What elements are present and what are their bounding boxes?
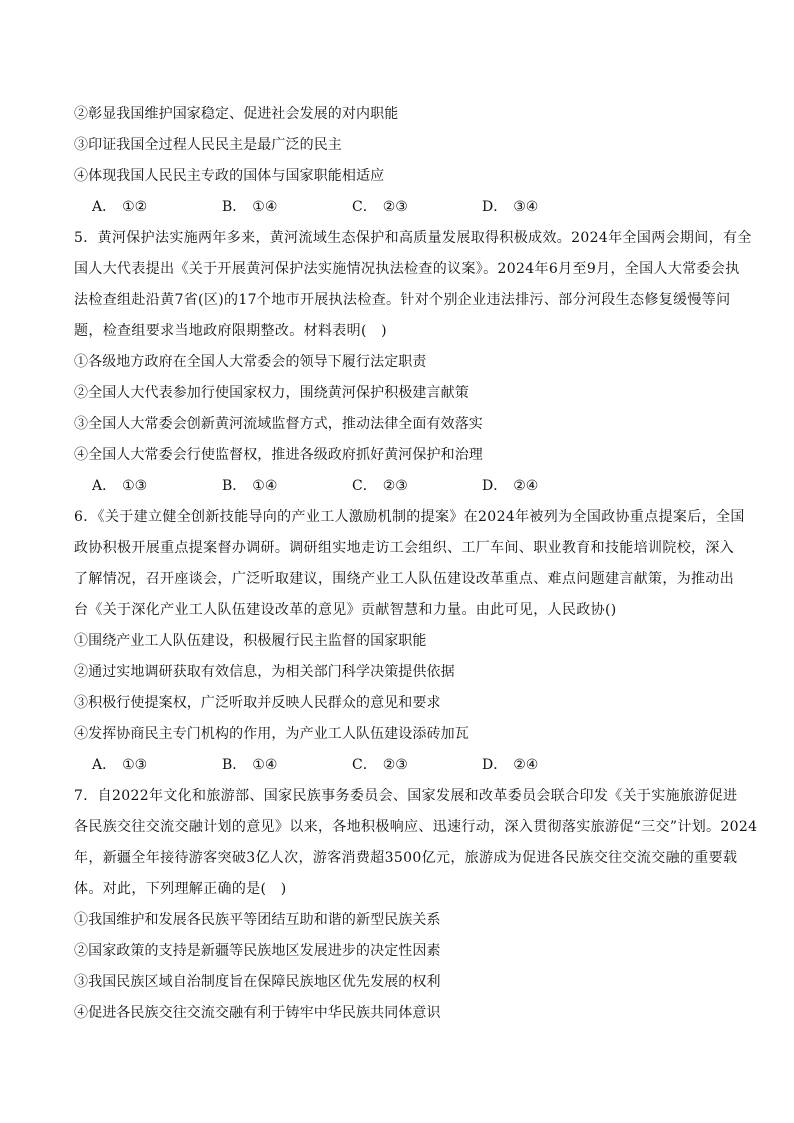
choice-d <box>482 192 612 223</box>
option-line: ③印证我国全过程人民民主是最广泛的民主 <box>74 137 342 153</box>
choice-letter: C． <box>352 478 377 494</box>
page-content <box>74 99 758 1029</box>
choice-a <box>92 471 222 502</box>
question-stem <box>74 781 758 905</box>
choice-d <box>482 471 612 502</box>
choice-value: ②③ <box>382 757 408 773</box>
option-line: ①各级地方政府在全国人大常委会的领导下履行法定职责 <box>74 354 427 370</box>
choice-value: ②③ <box>382 478 408 494</box>
stem-line: 体。对此，下列理解正确的是( ) <box>74 881 287 897</box>
choice-a <box>92 192 222 223</box>
choice-value: ①③ <box>122 757 148 773</box>
option-line: ④促进各民族交往交流交融有利于铸牢中华民族共同体意识 <box>74 1005 441 1021</box>
choice-c <box>352 192 482 223</box>
choice-letter: C． <box>352 199 377 215</box>
choice-d <box>482 750 612 781</box>
option-line: ②全国人大代表参加行使国家权力，围绕黄河保护积极建言献策 <box>74 385 469 401</box>
choice-value: ①④ <box>252 478 278 494</box>
choice-a <box>92 750 222 781</box>
question-stem <box>74 223 752 347</box>
stem-line: 政协积极开展重点提案督办调研。调研组实地走访工会组织、工厂车间、职业教育和技能培训院校，深入 <box>74 540 735 556</box>
choice-value: ①② <box>122 199 148 215</box>
stem-line: 5．黄河保护法实施两年多来，黄河流域生态保护和高质量发展取得积极成效。2024年全国两会期间，有全 <box>74 230 752 246</box>
option-line: ②通过实地调研获取有效信息，为相关部门科学决策提供依据 <box>74 664 455 680</box>
choice-letter: A． <box>92 757 117 773</box>
option-line: ②国家政策的支持是新疆等民族地区发展进步的决定性因素 <box>74 943 441 959</box>
choice-b <box>222 471 352 502</box>
stem-line: 台《关于深化产业工人队伍建设改革的意见》贡献智慧和力量。由此可见，人民政协() <box>74 602 617 618</box>
choice-c <box>352 471 482 502</box>
stem-line: 6．《关于建立健全创新技能导向的产业工人激励机制的提案》在2024年被列为全国政协重点提案后，全国 <box>74 509 745 525</box>
option-line: ④发挥协商民主专门机构的作用，为产业工人队伍建设添砖加瓦 <box>74 726 469 742</box>
choice-value: ①④ <box>252 199 278 215</box>
option-line: ④全国人大常委会行使监督权，推进各级政府抓好黄河保护和治理 <box>74 447 483 463</box>
choice-value: ①③ <box>122 478 148 494</box>
choice-letter: B． <box>222 478 247 494</box>
option-line: ④体现我国人民民主专政的国体与国家职能相适应 <box>74 168 385 184</box>
choice-letter: B． <box>222 199 247 215</box>
question-5 <box>74 223 752 502</box>
choice-letter: C． <box>352 757 377 773</box>
question-4-tail <box>74 99 722 223</box>
answer-choices <box>74 471 722 502</box>
option-line: ②彰显我国维护国家稳定、促进社会发展的对内职能 <box>74 106 399 122</box>
choice-letter: A． <box>92 199 117 215</box>
choice-value: ②④ <box>513 478 539 494</box>
choice-letter: D． <box>482 478 508 494</box>
choice-letter: D． <box>482 199 508 215</box>
stem-line: 法检查组赴沿黄7省(区)的17个地市开展执法检查。针对个别企业违法排污、部分河段生态修复缓慢等问 <box>74 292 731 308</box>
choice-letter: D． <box>482 757 508 773</box>
stem-line: 年，新疆全年接待游客突破3亿人次，游客消费超3500亿元，旅游成为促进各民族交往交流交融的重要载 <box>74 850 738 866</box>
stem-line: 各民族交往交流交融计划的意见》以来，各地积极响应、迅速行动，深入贯彻落实旅游促“三交”计划。2024 <box>74 819 758 835</box>
choice-letter: B． <box>222 757 247 773</box>
option-line: ③我国民族区域自治制度旨在保障民族地区优先发展的权利 <box>74 974 441 990</box>
stem-line: 国人大代表提出《关于开展黄河保护法实施情况执法检查的议案》。2024年6月至9月，全国人大常委会执 <box>74 261 740 277</box>
stem-line: 7．自2022年文化和旅游部、国家民族事务委员会、国家发展和改革委员会联合印发《关于实施旅游促进 <box>74 788 738 804</box>
stem-line: 题，检查组要求当地政府限期整改。材料表明( ) <box>74 323 387 339</box>
choice-letter: A． <box>92 478 117 494</box>
choice-value: ①④ <box>252 757 278 773</box>
option-line: ①围绕产业工人队伍建设，积极履行民主监督的国家职能 <box>74 633 427 649</box>
choice-b <box>222 192 352 223</box>
choice-value: ②④ <box>513 757 539 773</box>
question-7 <box>74 781 758 1029</box>
answer-choices <box>74 750 722 781</box>
question-6 <box>74 502 745 781</box>
option-line: ③全国人大常委会创新黄河流域监督方式，推动法律全面有效落实 <box>74 416 483 432</box>
stem-line: 了解情况，召开座谈会，广泛听取建议，围绕产业工人队伍建设改革重点、难点问题建言献策，为推动出 <box>74 571 735 587</box>
question-stem <box>74 502 745 626</box>
answer-choices <box>74 192 722 223</box>
choice-value: ②③ <box>382 199 408 215</box>
option-line: ③积极行使提案权，广泛听取并反映人民群众的意见和要求 <box>74 695 441 711</box>
option-line: ①我国维护和发展各民族平等团结互助和谐的新型民族关系 <box>74 912 441 928</box>
choice-c <box>352 750 482 781</box>
choice-value: ③④ <box>513 199 539 215</box>
choice-b <box>222 750 352 781</box>
